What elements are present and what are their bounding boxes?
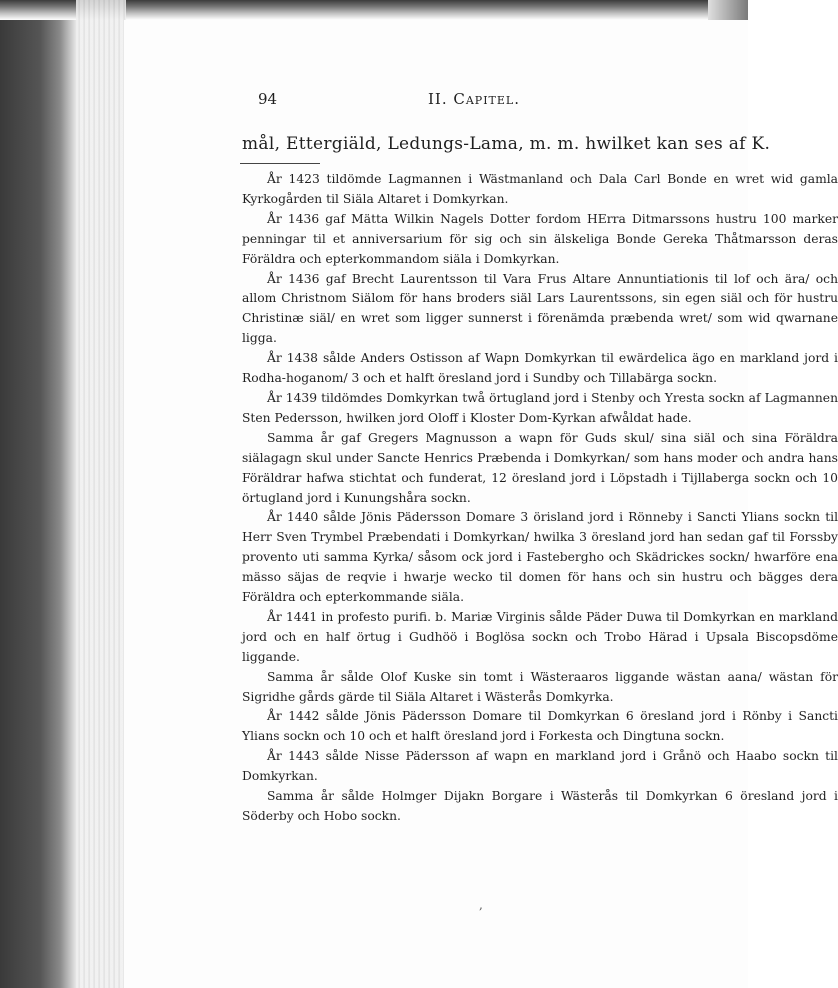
paragraph: År 1436 gaf Brecht Laurentsson til Vara Frus Altare Annuntiationis til lof och ära/ och allom Christnom Siälom för hans broders siäl Lars Laurentssons, sin egen siäl och för hustru Christinæ siäl/ en wret som ligger sunnerst i förenämda præbenda wret/ som wid qwarnane ligga. (242, 271, 838, 346)
stray-ink-mark: , (479, 898, 483, 912)
paragraph: År 1436 gaf Mätta Wilkin Nagels Dotter fordom HErra Ditmarssons hustru 100 marker penningar til et anniversarium för sig och sin älskeliga Bonde Gereka Thåtmarsson deras Föräldra och epterkommandom siäla i Domkyrkan. (242, 211, 838, 266)
paragraph: År 1441 in profesto purifi. b. Mariæ Virginis sålde Päder Duwa til Domkyrkan en markland jord och en half örtug i Gudhöö i Boglösa sockn och Trobo Härad i Upsala Biscopsdöme liggande. (242, 609, 838, 664)
paragraph: Samma år gaf Gregers Magnusson a wapn för Guds skul/ sina siäl och sina Föräldra siälagagn skul under Sancte Henrics Præbenda i Domkyrkan/ som hans moder och andra hans Föräldrar hafwa stichtat och funderat, 12 öresland jord i Löpstadh i Tijllaberga sockn och 10 örtugland jord i Kunungshåra sockn. (242, 430, 838, 505)
paragraph: År 1442 sålde Jönis Pädersson Domare til Domkyrkan 6 öresland jord i Rönby i Sancti Ylians sockn och 10 och et halft öresland jord i Forkesta och Dingtuna sockn. (242, 709, 838, 744)
page-number: 94 (258, 90, 278, 108)
lead-line: mål, Ettergiäld, Ledungs-Lama, m. m. hwilket kan ses af K. (242, 134, 771, 154)
scan-shadow-left (0, 0, 78, 988)
paragraph: Samma år sålde Holmger Dijakn Borgare i Wästerås til Domkyrkan 6 öresland jord i Söderby och Hobo sockn. (242, 789, 838, 823)
section-rule (240, 163, 320, 164)
scan-corner-mark (708, 0, 748, 22)
paragraph: År 1438 sålde Anders Ostisson af Wapn Domkyrkan til ewärdelica ägo en markland jord i Rodha-hoganom/ 3 och et halft öresland jord i Sundby och Tillabärga sockn. (242, 351, 838, 386)
book-page (124, 20, 838, 988)
paragraph: År 1440 sålde Jönis Pädersson Domare 3 örisland jord i Rönneby i Sancti Ylians sockn til Herr Sven Trymbel Præbendati i Domkyrkan/ hwilka 3 öresland jord han sedan gaf til Forssby provento uti samma Kyrka/ såsom ock jord i Fastebergho och Skädrickes sockn/ hwarföre ena mässo säjas de reqvie i hwarje wecko til domen för hans och sin hustru och bägges dera Föräldra och epterkommande siäla. (242, 510, 838, 605)
paragraph: Samma år sålde Olof Kuske sin tomt i Wästeraaros liggande wästan aana/ wästan för Sigridhe gårds gärde til Siäla Altaret i Wästerås Domkyrka. (242, 669, 838, 704)
page-stack-edge (76, 0, 126, 988)
body-text (242, 170, 838, 827)
chapter-title: II. Capitel. (428, 90, 520, 108)
paragraph: År 1423 tildömde Lagmannen i Wästmanland och Dala Carl Bonde en wret wid gamla Kyrkogården til Siäla Altaret i Domkyrkan. (242, 172, 838, 206)
running-head (124, 90, 748, 114)
paragraph: År 1443 sålde Nisse Pädersson af wapn en markland jord i Grånö och Haabo sockn til Domkyrkan. (242, 749, 838, 784)
paragraph: År 1439 tildömdes Domkyrkan twå örtugland jord i Stenby och Yresta sockn af Lagmannen Sten Pedersson, hwilken jord Oloff i Kloster Dom-Kyrkan afwåldat hade. (242, 390, 838, 425)
